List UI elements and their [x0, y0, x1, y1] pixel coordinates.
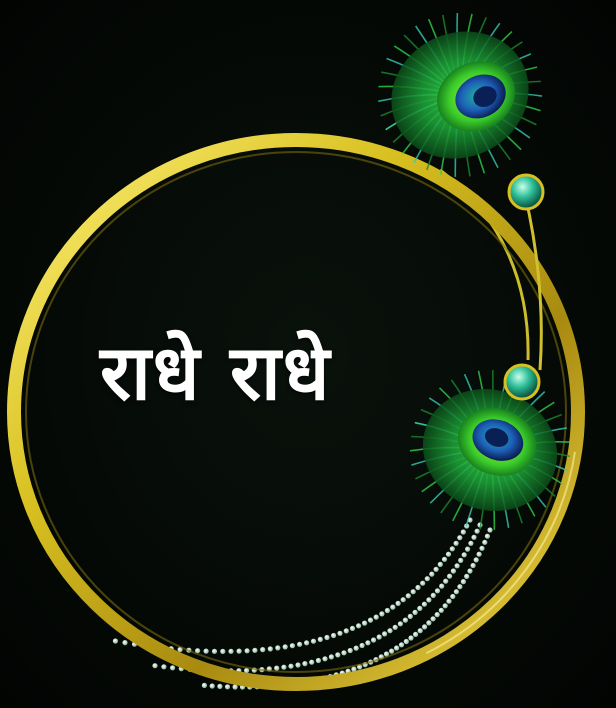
- pearl-bead: [465, 547, 470, 552]
- pearl-bead: [237, 649, 242, 654]
- pearl-bead: [413, 610, 418, 615]
- pearl-bead: [228, 649, 233, 654]
- pearl-bead: [288, 664, 293, 669]
- pearl-bead: [302, 661, 307, 666]
- pearl-bead: [422, 602, 427, 607]
- pearl-bead: [435, 612, 440, 617]
- pearl-bead: [341, 650, 346, 655]
- pearl-bead: [479, 546, 484, 551]
- pearl-bead: [344, 628, 349, 633]
- pearl-bead: [225, 684, 230, 689]
- pearl-bead: [316, 658, 321, 663]
- pearl-bead: [152, 663, 157, 668]
- pearl-bead: [426, 620, 431, 625]
- pearl-bead: [417, 606, 422, 611]
- pearl-bead: [385, 608, 390, 613]
- pearl-bead: [304, 640, 309, 645]
- pearl-bead: [309, 660, 314, 665]
- pearl-bead: [217, 684, 222, 689]
- pearl-bead: [389, 649, 394, 654]
- pearl-bead: [390, 605, 395, 610]
- pearl-bead: [471, 563, 476, 568]
- pearl-bead: [446, 552, 451, 557]
- pearl-bead: [274, 666, 279, 671]
- pearl-bead: [406, 593, 411, 598]
- pearl-bead: [210, 683, 215, 688]
- pearl-bead: [379, 611, 384, 616]
- pearl-bead: [401, 597, 406, 602]
- pearl-bead: [426, 597, 431, 602]
- pearl-bead: [368, 618, 373, 623]
- pearl-bead: [434, 567, 439, 572]
- pearl-bead: [335, 652, 340, 657]
- pearl-bead: [431, 616, 436, 621]
- pearl-bead: [322, 656, 327, 661]
- bead-top: [509, 175, 543, 209]
- pearl-bead: [362, 621, 367, 626]
- pearl-bead: [461, 579, 466, 584]
- pearl-bead: [281, 665, 286, 670]
- pearl-bead: [415, 585, 420, 590]
- pearl-bead: [337, 631, 342, 636]
- pearl-bead: [233, 684, 238, 689]
- pearl-bead: [295, 662, 300, 667]
- pearl-bead: [461, 529, 466, 534]
- pearl-bead: [435, 588, 440, 593]
- pearl-bead: [413, 632, 418, 637]
- pearl-bead: [290, 643, 295, 648]
- pearl-bead: [404, 639, 409, 644]
- pearl-bead: [393, 625, 398, 630]
- pearl-bead: [468, 541, 473, 546]
- pearl-bead: [394, 645, 399, 650]
- pearl-bead: [457, 584, 462, 589]
- pearl-bead: [113, 638, 118, 643]
- pearl-bead: [467, 568, 472, 573]
- pearl-bead: [399, 642, 404, 647]
- pearl-bead: [348, 648, 353, 653]
- pearl-bead: [442, 557, 447, 562]
- pearl-bead: [408, 635, 413, 640]
- greeting-text: राधे राधे: [100, 328, 332, 417]
- pearl-bead: [411, 589, 416, 594]
- pearl-bead: [350, 626, 355, 631]
- pearl-bead: [387, 628, 392, 633]
- pearl-bead: [354, 646, 359, 651]
- pearl-bead: [485, 534, 490, 539]
- pearl-bead: [454, 589, 459, 594]
- pearl-bead: [275, 645, 280, 650]
- pearl-bead: [311, 639, 316, 644]
- bead-bottom: [505, 365, 539, 399]
- pearl-bead: [252, 648, 257, 653]
- pearl-bead: [462, 552, 467, 557]
- pearl-bead: [450, 546, 455, 551]
- pearl-bead: [245, 648, 250, 653]
- pearl-bead: [170, 665, 175, 670]
- pearl-bead: [371, 637, 376, 642]
- peacock-feather-icon: [351, 0, 569, 204]
- pearl-bead: [443, 603, 448, 608]
- pearl-bead: [204, 649, 209, 654]
- pearl-bead: [455, 563, 460, 568]
- pearl-bead: [439, 584, 444, 589]
- pearl-bead: [220, 649, 225, 654]
- pearl-bead: [487, 527, 492, 532]
- pearl-bead: [260, 647, 265, 652]
- pearl-bead: [464, 574, 469, 579]
- pearl-strands: [113, 517, 493, 689]
- pearl-bead: [450, 594, 455, 599]
- pearl-bead: [474, 557, 479, 562]
- pearl-bead: [429, 572, 434, 577]
- pearl-bead: [420, 581, 425, 586]
- pearl-bead: [471, 535, 476, 540]
- pearl-bead: [475, 529, 480, 534]
- pearl-bead: [398, 621, 403, 626]
- pearl-bead: [331, 633, 336, 638]
- pearl-bead: [438, 562, 443, 567]
- pearl-bead: [482, 540, 487, 545]
- pearl-bead: [318, 637, 323, 642]
- pearl-bead: [431, 593, 436, 598]
- pearl-bead: [161, 664, 166, 669]
- pearl-bead: [446, 599, 451, 604]
- pearl-bead: [418, 628, 423, 633]
- pearl-bead: [365, 640, 370, 645]
- pearl-bead: [212, 649, 217, 654]
- pearl-bead: [297, 642, 302, 647]
- pearl-bead: [447, 574, 452, 579]
- pearl-bead: [439, 608, 444, 613]
- pearl-bead: [283, 644, 288, 649]
- pearl-bead: [425, 576, 430, 581]
- pearl-bead: [451, 568, 456, 573]
- pearl-bead: [396, 601, 401, 606]
- pearl-bead: [202, 683, 207, 688]
- pearl-bead: [329, 654, 334, 659]
- pearl-bead: [454, 541, 459, 546]
- pearl-bead: [356, 623, 361, 628]
- pearl-bead: [443, 579, 448, 584]
- pearl-bead: [458, 558, 463, 563]
- pearl-bead: [477, 552, 482, 557]
- pearl-bead: [374, 615, 379, 620]
- pearl-bead: [377, 634, 382, 639]
- pearl-bead: [422, 624, 427, 629]
- pearl-bead: [382, 631, 387, 636]
- pearl-bead: [122, 640, 127, 645]
- pearl-bead: [360, 643, 365, 648]
- pearl-bead: [268, 646, 273, 651]
- pearl-bead: [457, 535, 462, 540]
- pearl-bead: [324, 635, 329, 640]
- pearl-bead: [408, 614, 413, 619]
- pearl-bead: [403, 618, 408, 623]
